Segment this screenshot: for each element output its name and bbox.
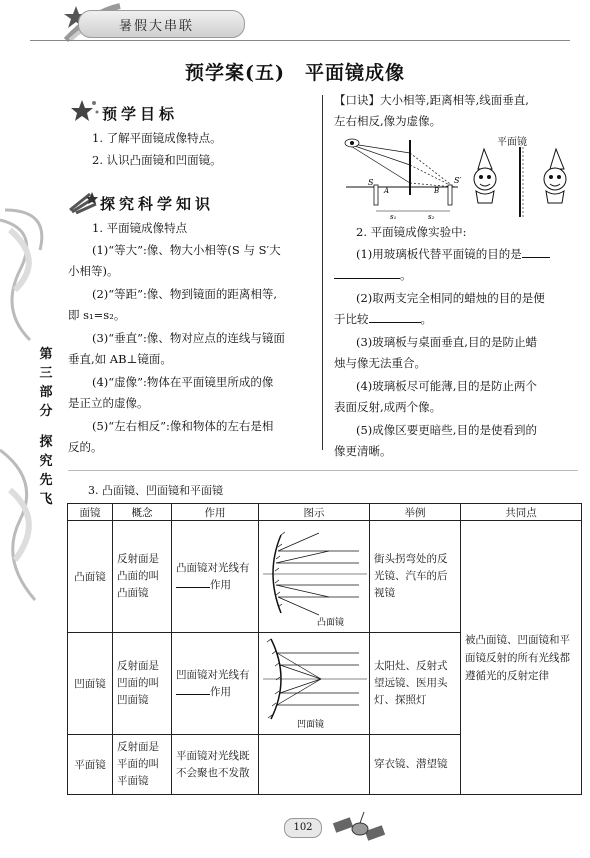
knowledge-point-3 bbox=[68, 328, 317, 370]
label-s1: s₁ bbox=[390, 213, 397, 220]
text-line: (3)“垂直”:像、物对应点的连线与镜面 bbox=[92, 331, 285, 345]
experiment-q1 bbox=[334, 244, 579, 286]
side-char: 先 bbox=[39, 473, 53, 488]
cell-common: 被凸面镜、凹面镜和平面镜反射的所有光线都遵循光的反射定律 bbox=[461, 521, 582, 795]
concave-mirror-diagram bbox=[259, 633, 369, 731]
header-cell: 举例 bbox=[370, 504, 461, 521]
cell-mirror-name: 凹面镜 bbox=[68, 633, 113, 735]
rhyme-line: 【口诀】大小相等,距离相等,线面垂直, bbox=[334, 93, 529, 107]
header-cell: 面镜 bbox=[68, 504, 113, 521]
cell-example: 街头拐弯处的反光镜、汽车的后视镜 bbox=[370, 521, 461, 633]
header-series-tab bbox=[78, 10, 245, 38]
knowledge-point-1 bbox=[68, 240, 317, 282]
text-line: (3)玻璃板与桌面垂直,目的是防止蜡 bbox=[356, 335, 537, 349]
cell-effect: 平面镜对光线既不会聚也不发散 bbox=[172, 735, 259, 795]
table-header-row bbox=[68, 504, 582, 521]
cell-diagram bbox=[259, 633, 370, 735]
side-char: 三 bbox=[39, 366, 53, 381]
text-line: 像更清晰。 bbox=[334, 444, 392, 458]
text-line: (1)用玻璃板代替平面镜的目的是 bbox=[356, 247, 522, 261]
header-cell: 共同点 bbox=[461, 504, 582, 521]
page-number: 102 bbox=[284, 818, 322, 838]
rhyme-box bbox=[334, 90, 579, 132]
cell-mirror-name: 凸面镜 bbox=[68, 521, 113, 633]
knowledge-point-2 bbox=[68, 284, 317, 326]
goals-title: 预学目标 bbox=[102, 105, 179, 123]
text-line: 作用 bbox=[210, 685, 231, 698]
label-A: A bbox=[384, 187, 390, 195]
side-char: 究 bbox=[39, 454, 53, 469]
answer-blank[interactable] bbox=[334, 278, 400, 279]
text-line: 烛与像无法重合。 bbox=[334, 356, 426, 370]
goal-item: 2. 认识凸面镜和凹面镜。 bbox=[92, 153, 222, 167]
candle-image-icon bbox=[448, 185, 452, 205]
experiment-title: 2. 平面镜成像实验中: bbox=[356, 225, 467, 239]
side-section-label bbox=[38, 345, 54, 509]
answer-blank[interactable] bbox=[176, 587, 210, 588]
answer-blank[interactable] bbox=[369, 322, 421, 323]
diagram-caption: 凸面镜 bbox=[317, 618, 345, 628]
text-line: 即 s₁=s₂。 bbox=[68, 308, 126, 322]
convex-mirror-diagram bbox=[259, 521, 369, 629]
side-char: 第 bbox=[39, 347, 53, 362]
cell-concept: 反射面是平面的叫平面镜 bbox=[113, 735, 172, 795]
text-line: 反的。 bbox=[68, 440, 103, 454]
side-char: 探 bbox=[39, 435, 53, 450]
text-line: 于比较 bbox=[334, 312, 369, 326]
header-rule bbox=[30, 40, 570, 41]
header-cell: 概念 bbox=[113, 504, 172, 521]
text-line: 凹面镜对光线有 bbox=[176, 668, 250, 681]
header-cell: 作用 bbox=[172, 504, 259, 521]
knowledge-intro: 1. 平面镜成像特点 bbox=[92, 221, 188, 235]
experiment-q3 bbox=[334, 332, 579, 374]
clown-mirror-diagram bbox=[470, 145, 570, 220]
label-S: S bbox=[368, 178, 374, 187]
text-line: 作用 bbox=[210, 578, 231, 591]
answer-blank[interactable] bbox=[176, 694, 210, 695]
table-row bbox=[68, 521, 582, 633]
goal-item: 1. 了解平面镜成像特点。 bbox=[92, 131, 222, 145]
table-title: 3. 凸面镜、凹面镜和平面镜 bbox=[88, 484, 223, 497]
label-s2: s₂ bbox=[428, 213, 435, 220]
label-B: B bbox=[434, 187, 440, 195]
cell-mirror-name: 平面镜 bbox=[68, 735, 113, 795]
satellite-icon bbox=[330, 808, 390, 848]
header-cell: 图示 bbox=[259, 504, 370, 521]
text-line: 凸面镜对光线有 bbox=[176, 561, 250, 574]
text-line: (5)成像区要更暗些,目的是使看到的 bbox=[356, 423, 537, 437]
text-line: 。 bbox=[420, 312, 432, 326]
text-line: (1)“等大”:像、物大小相等(S 与 S′大 bbox=[92, 243, 281, 257]
text-line: (2)“等距”:像、物到镜面的距离相等, bbox=[92, 287, 278, 301]
text-line: 。 bbox=[400, 268, 412, 282]
mirror-image-diagram bbox=[340, 135, 465, 220]
cell-concept: 反射面是凸面的叫凸面镜 bbox=[113, 521, 172, 633]
experiment-q5 bbox=[334, 420, 579, 462]
cell-example: 太阳灶、反射式望远镜、医用头灯、探照灯 bbox=[370, 633, 461, 735]
text-line: 小相等)。 bbox=[68, 264, 119, 278]
text-line: (2)取两支完全相同的蜡烛的目的是便 bbox=[356, 291, 545, 305]
cell-concept: 反射面是凹面的叫凹面镜 bbox=[113, 633, 172, 735]
section-rule bbox=[68, 470, 578, 471]
knowledge-point-5 bbox=[68, 416, 317, 458]
cell-effect bbox=[172, 633, 259, 735]
cell-diagram bbox=[259, 521, 370, 633]
knowledge-point-4 bbox=[68, 372, 317, 414]
cell-diagram bbox=[259, 735, 370, 795]
diagram-caption: 凹面镜 bbox=[297, 720, 325, 730]
side-char: 部 bbox=[39, 385, 53, 400]
clown-image-icon bbox=[544, 149, 566, 203]
clown-icon bbox=[474, 149, 496, 203]
column-divider bbox=[322, 95, 323, 450]
knowledge-title: 探究科学知识 bbox=[100, 195, 215, 213]
label-S-prime: S′ bbox=[454, 176, 462, 185]
text-line: 是正立的虚像。 bbox=[68, 396, 149, 410]
answer-blank[interactable] bbox=[522, 257, 550, 258]
mirror-comparison-table bbox=[67, 503, 582, 795]
text-line: (4)“虚像”:物体在平面镜里所成的像 bbox=[92, 375, 274, 389]
side-char: 分 bbox=[39, 404, 53, 419]
text-line: 垂直,如 AB⊥镜面。 bbox=[68, 352, 172, 366]
experiment-q2 bbox=[334, 288, 579, 330]
header-series-label: 暑假大串联 bbox=[119, 19, 195, 34]
knowledge-icon bbox=[68, 190, 98, 214]
mirror-label: 平面镜 bbox=[497, 137, 527, 148]
candle-icon bbox=[374, 185, 378, 205]
text-line: (4)玻璃板尽可能薄,目的是防止两个 bbox=[356, 379, 537, 393]
text-line: 表面反射,成两个像。 bbox=[334, 400, 442, 414]
cell-example: 穿衣镜、潜望镜 bbox=[370, 735, 461, 795]
goals-icon bbox=[70, 98, 100, 124]
page-title: 预学案(五) 平面镜成像 bbox=[185, 62, 405, 84]
text-line: (5)“左右相反”:像和物体的左右是相 bbox=[92, 419, 274, 433]
side-char: 飞 bbox=[39, 492, 53, 507]
cell-effect bbox=[172, 521, 259, 633]
experiment-q4 bbox=[334, 376, 579, 418]
rhyme-line: 左右相反,像为虚像。 bbox=[334, 114, 442, 128]
